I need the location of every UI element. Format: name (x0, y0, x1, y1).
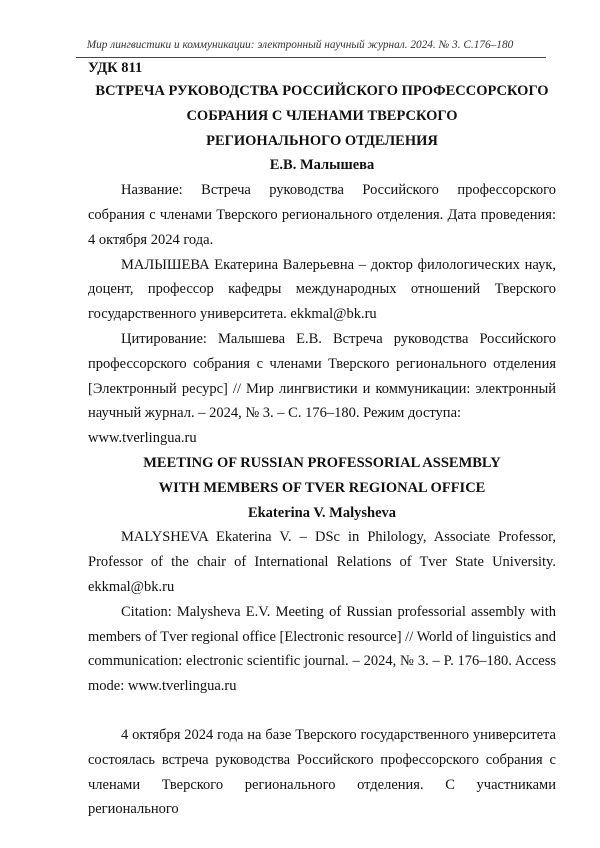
english-citation: Citation: Malysheva E.V. Meeting of Russian professorial assembly with members of Tver regional office [Electronic resource] // World of linguistics and communication: electronic scientific journal. – 2024, № 3. – P. 176–180. Access mode: www.tverlingua.ru (88, 603, 556, 695)
event-name-paragraph: Название: Встреча руководства Российского профессорского собрания с членами Тверского регионального отделения. Дата проведения: 4 октября 2024 года. (88, 182, 556, 248)
english-title (88, 451, 556, 501)
russian-citation-url: www.tverlingua.ru (88, 430, 197, 447)
english-author: Ekaterina V. Malysheva (247, 504, 397, 521)
section-spacer (88, 699, 556, 723)
english-title-line-1: MEETING OF RUSSIAN PROFESSORIAL ASSEMBLY (143, 454, 501, 471)
russian-title-line-2: СОБРАНИЯ С ЧЛЕНАМИ ТВЕРСКОГО (186, 107, 458, 124)
body-paragraph: 4 октября 2024 года на базе Тверского государственного университета состоялась встреча руководства Российского профессорского собрания с членами Тверского регионального отделения. С участниками регионального (88, 726, 556, 818)
english-author-info: MALYSHEVA Ekaterina V. – DSc in Philology, Associate Professor, Professor of the chair of International Relations of Tver State University. ekkmal@bk.ru (88, 529, 556, 595)
russian-title-line-1: ВСТРЕЧА РУКОВОДСТВА РОССИЙСКОГО ПРОФЕССОРСКОГО (95, 83, 549, 99)
running-header: Мир лингвистики и коммуникации: электронный научный журнал. 2024. № 3. С.176–180 (86, 39, 514, 51)
russian-citation (88, 327, 556, 451)
russian-title (88, 79, 556, 153)
article-content (88, 57, 556, 822)
russian-author: Е.В. Малышева (269, 157, 375, 174)
russian-citation-text: Цитирование: Малышева Е.В. Встреча руководства Российского профессорского собрания с членами Тверского регионального отделения [Электронный ресурс] // Мир лингвистики и коммуникации: электронный научный журнал. – 2024, № 3. – С. 176–180. Режим доступа: (88, 330, 556, 422)
russian-author-info: МАЛЫШЕВА Екатерина Валерьевна – доктор филологических наук, доцент, профессор кафедры международных отношений Тверского государственного университета. ekkmal@bk.ru (88, 256, 556, 323)
udk-code: УДК 811 (88, 60, 143, 76)
russian-title-line-3: РЕГИОНАЛЬНОГО ОТДЕЛЕНИЯ (206, 132, 438, 149)
english-title-line-2: WITH MEMBERS OF TVER REGIONAL OFFICE (158, 479, 486, 496)
